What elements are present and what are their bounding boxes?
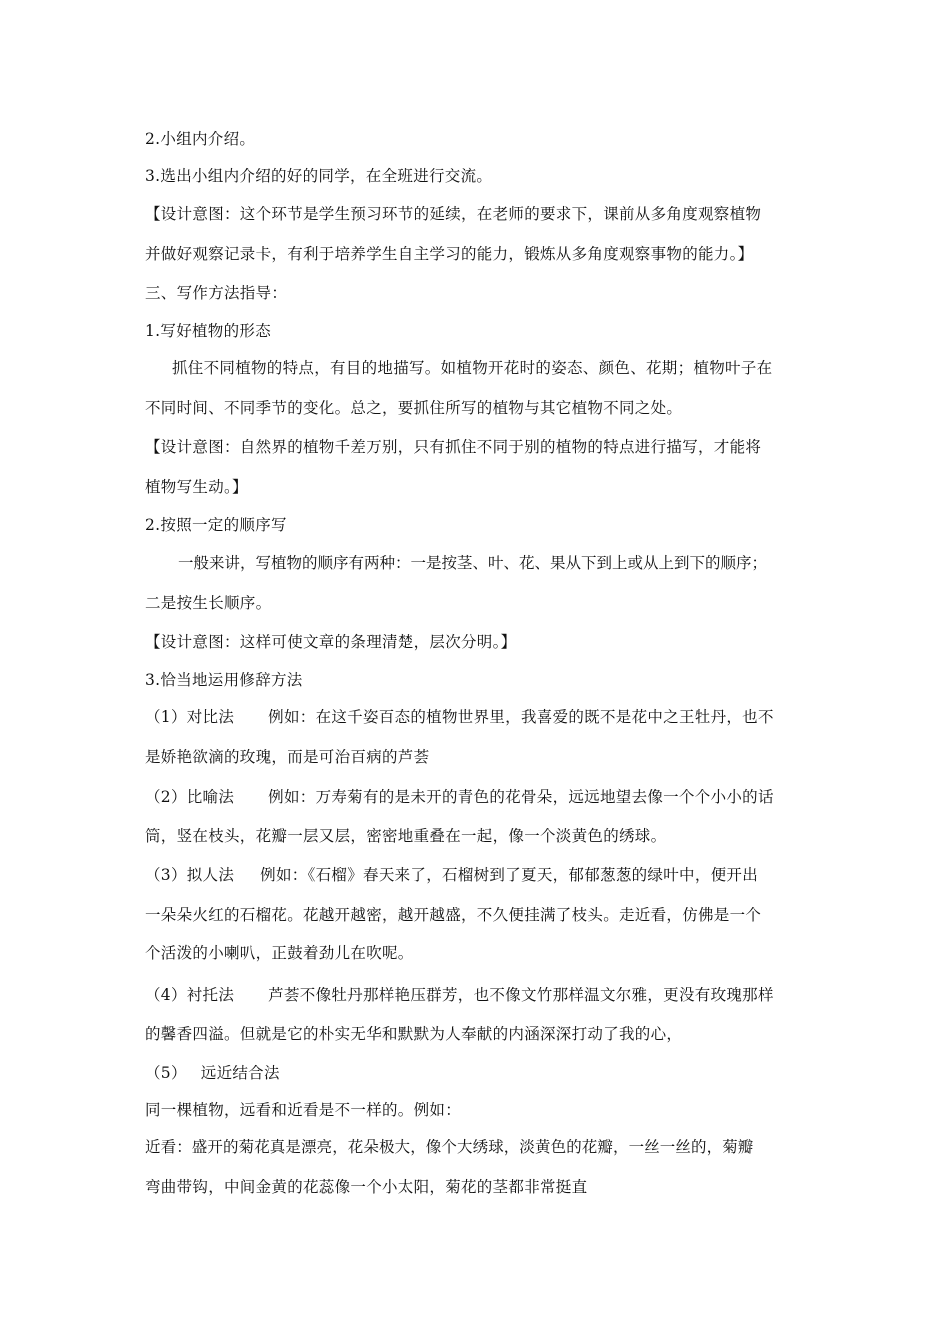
rhetoric-example-metaphor: 例如：万寿菊有的是未开的青色的花骨朵，远远地望去像一个个小小的话 — [268, 788, 774, 806]
rhetoric-item-3-cont-2: 个活泼的小喇叭，正鼓着劲儿在吹呢。 — [145, 944, 414, 962]
rhetoric-label-foil: （4）衬托法 — [145, 986, 235, 1004]
design-intent-note-1-cont: 并做好观察记录卡，有利于培养学生自主学习的能力，锻炼从多角度观察事物的能力。】 — [145, 245, 754, 263]
design-intent-note-2-cont: 植物写生动。】 — [145, 478, 248, 496]
subheading-1: 1.写好植物的形态 — [145, 322, 271, 340]
list-item-3: 3.选出小组内介绍的好的同学，在全班进行交流。 — [145, 167, 493, 185]
paragraph-3: 同一棵植物，远看和近看是不一样的。例如： — [145, 1101, 462, 1119]
paragraph-2-cont: 二是按生长顺序。 — [145, 594, 272, 612]
subheading-2: 2.按照一定的顺序写 — [145, 516, 287, 534]
paragraph-2: 一般来讲，写植物的顺序有两种：一是按茎、叶、花、果从下到上或从上到下的顺序； — [178, 554, 768, 572]
paragraph-1: 抓住不同植物的特点，有目的地描写。如植物开花时的姿态、颜色、花期；植物叶子在 — [172, 359, 773, 377]
rhetoric-label-far-near: 远近结合法 — [200, 1064, 280, 1082]
rhetoric-label-contrast: （1）对比法 — [145, 708, 235, 726]
section-heading-3: 三、写作方法指导： — [145, 284, 288, 302]
rhetoric-item-2 — [145, 786, 774, 808]
rhetoric-example-contrast: 例如：在这千姿百态的植物世界里，我喜爱的既不是花中之王牡丹，也不 — [268, 708, 774, 726]
rhetoric-item-3-cont: 一朵朵火红的石榴花。花越开越密，越开越盛，不久便挂满了枝头。走近看，仿佛是一个 — [145, 906, 762, 924]
paragraph-4-cont: 弯曲带钩，中间金黄的花蕊像一个小太阳，菊花的茎都非常挺直 — [145, 1178, 588, 1196]
rhetoric-item-2-cont: 筒，竖在枝头，花瓣一层又层，密密地重叠在一起，像一个淡黄色的绣球。 — [145, 827, 667, 845]
design-intent-note-3: 【设计意图：这样可使文章的条理清楚，层次分明。】 — [145, 633, 517, 651]
rhetoric-label-metaphor: （2）比喻法 — [145, 788, 235, 806]
rhetoric-label-number-5: （5） — [145, 1064, 187, 1082]
rhetoric-item-3 — [145, 864, 758, 886]
paragraph-1-cont: 不同时间、不同季节的变化。总之，要抓住所写的植物与其它植物不同之处。 — [145, 399, 683, 417]
rhetoric-example-personification: 例如：《石榴》春天来了，石榴树到了夏天，郁郁葱葱的绿叶中，便开出 — [260, 866, 759, 884]
paragraph-4: 近看：盛开的菊花真是漂亮，花朵极大，像个大绣球，淡黄色的花瓣，一丝一丝的，菊瓣 — [145, 1138, 754, 1156]
rhetoric-label-personification: （3）拟人法 — [145, 866, 235, 884]
rhetoric-item-4 — [145, 984, 774, 1006]
design-intent-note-1: 【设计意图：这个环节是学生预习环节的延续，在老师的要求下，课前从多角度观察植物 — [145, 205, 762, 223]
rhetoric-item-5 — [145, 1062, 280, 1084]
rhetoric-item-1-cont: 是娇艳欲滴的玫瑰，而是可治百病的芦荟 — [145, 748, 430, 766]
rhetoric-example-foil: 芦荟不像牡丹那样艳压群芳，也不像文竹那样温文尔雅，更没有玫瑰那样 — [268, 986, 774, 1004]
rhetoric-item-1 — [145, 706, 774, 728]
subheading-3: 3.恰当地运用修辞方法 — [145, 671, 303, 689]
rhetoric-item-4-cont: 的馨香四溢。但就是它的朴实无华和默默为人奉献的内涵深深打动了我的心， — [145, 1025, 683, 1043]
list-item-2: 2.小组内介绍。 — [145, 130, 256, 148]
design-intent-note-2: 【设计意图：自然界的植物千差万别，只有抓住不同于别的植物的特点进行描写，才能将 — [145, 438, 762, 456]
